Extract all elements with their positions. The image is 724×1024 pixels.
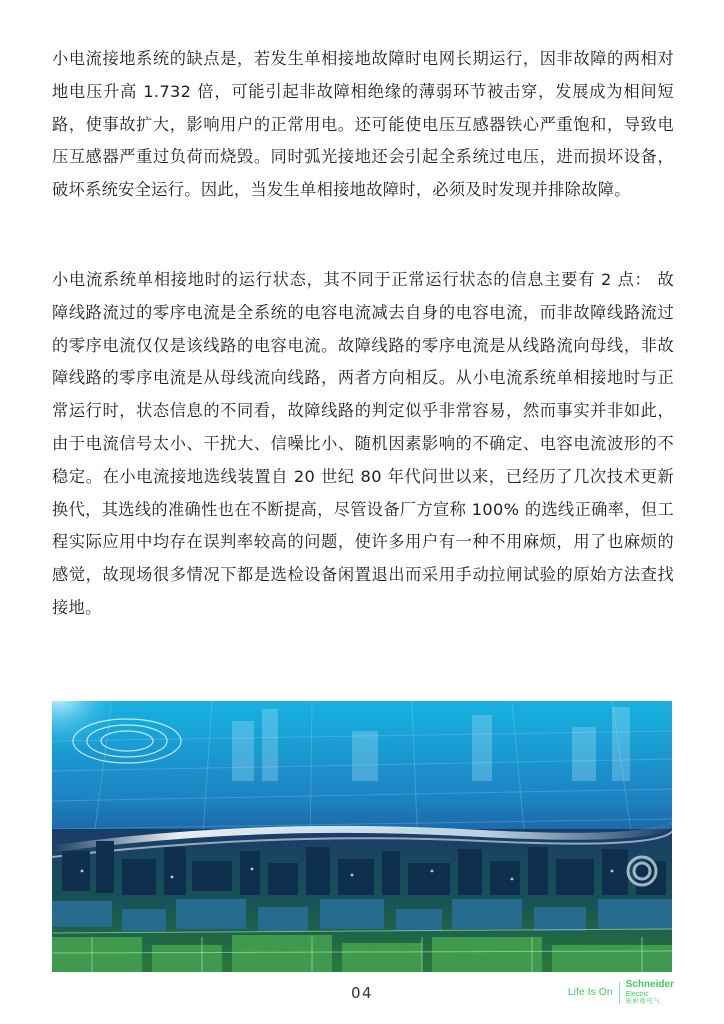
brand-cn: 施耐德电气 (625, 998, 661, 1005)
body-paragraph-2: 小电流系统单相接地时的运行状态，其不同于正常运行状态的信息主要有 2 点： 故障线路流过的零序电流是全系统的电容电流减去自身的电容电流，而非故障线路流过的零序电流仅仅是该线路的电容电流。故障线路的零序电流是从线路流向母线，非故障线路的零序电流是从母线流向线路，两者方向相反。从小电流系统单相接地时与正常运行时，状态信息的不同看，故障线路的判定似乎非常容易，然而事实并非如此，由于电流信号太小、干扰大、信噪比小、随机因素影响的不确定、电容电流波形的不稳定。在小电流接地选线装置自 20 世纪 80 年代问世以来，已经历了几次技术更新换代，其选线的准确性也在不断提高，尽管设备厂方宣称 100% 的选线正确率，但工程实际应用中均存在误判率较高的问题，使许多用户有一种不用麻烦，用了也麻烦的感觉，故现场很多情况下都是选检设备闲置退出而采用手动拉闸试验的原始方法查找接地。 (52, 270, 674, 617)
page-number: 04 (350, 984, 374, 1002)
body-paragraph-1: 小电流接地系统的缺点是，若发生单相接地故障时电网长期运行，因非故障的两相对地电压升高 1.732 倍，可能引起非故障相绝缘的薄弱环节被击穿，发展成为相间短路，使事故扩大，影响用户的正常用电。还可能使电压互感器铁心严重饱和，导致电压互感器严重过负荷而烧毁。同时弧光接地还会引起全系统过电压，进而损坏设备，破坏系统安全运行。因此，当发生单相接地故障时，必须及时发现并排除故障。 (52, 49, 674, 200)
life-is-on-slogan: Life Is On (567, 987, 613, 998)
schneider-electric-logo (568, 980, 674, 1005)
brand-name: Schneider (625, 979, 674, 990)
brand-block (626, 980, 674, 1005)
logo-divider (619, 982, 620, 1004)
circuit-city-illustration (52, 701, 672, 972)
brand-sub: Electric (625, 991, 649, 998)
